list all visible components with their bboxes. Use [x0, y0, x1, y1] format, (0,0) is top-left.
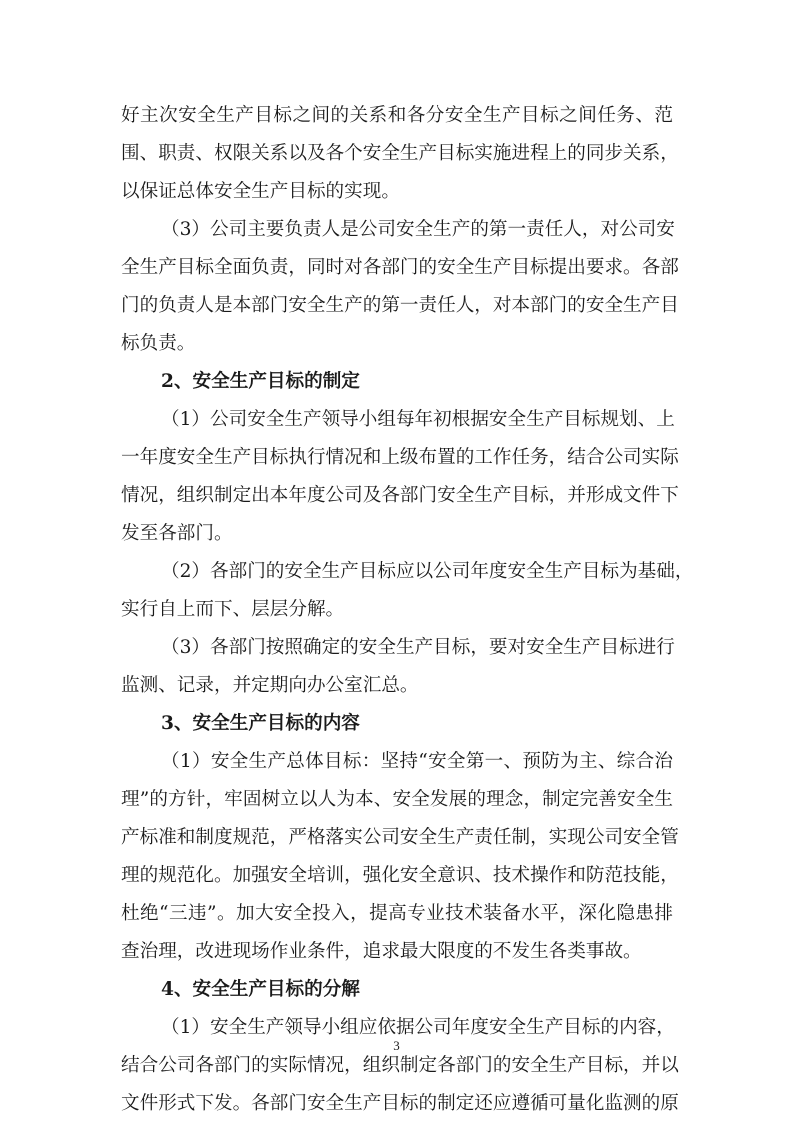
text-line: 全生产目标全面负责，同时对各部门的安全生产目标提出要求。各部: [121, 257, 679, 278]
text-line: 情况，组织制定出本年度公司及各部门安全生产目标，并形成文件下: [121, 485, 679, 506]
text-line: （3）公司主要负责人是公司安全生产的第一责任人，对公司安: [161, 219, 675, 240]
text-line: 实行自上而下、层层分解。: [121, 599, 345, 620]
text-line: （1）公司安全生产领导小组每年初根据安全生产目标规划、上: [161, 409, 675, 430]
page-number: 3: [393, 1038, 400, 1053]
text-line: 监测、记录，并定期向办公室汇总。: [121, 675, 419, 696]
text-line: （1）安全生产领导小组应依据公司年度安全生产目标的内容，: [161, 1017, 675, 1038]
text-line: 标负责。: [121, 333, 196, 354]
text-line: 以保证总体安全生产目标的实现。: [121, 181, 400, 202]
text-line: （2）各部门的安全生产目标应以公司年度安全生产目标为基础，: [161, 561, 694, 582]
text-line: 理的规范化。加强安全培训，强化安全意识、技术操作和防范技能，: [121, 865, 679, 886]
text-line: 围、职责、权限关系以及各个安全生产目标实施进程上的同步关系，: [121, 143, 679, 164]
text-line: 结合公司各部门的实际情况，组织制定各部门的安全生产目标，并以: [121, 1055, 679, 1076]
section-heading: 4、安全生产目标的分解: [161, 979, 360, 1000]
text-line: 门的负责人是本部门安全生产的第一责任人，对本部门的安全生产目: [121, 295, 679, 316]
text-line: 杜绝“三违”。加大安全投入，提高专业技术装备水平，深化隐患排: [121, 903, 673, 924]
section-heading: 2、安全生产目标的制定: [161, 371, 360, 392]
text-line: （3）各部门按照确定的安全生产目标，要对安全生产目标进行: [161, 637, 675, 658]
text-line: 查治理，改进现场作业条件，追求最大限度的不发生各类事故。: [121, 941, 642, 962]
text-line: 好主次安全生产目标之间的关系和各分安全生产目标之间任务、范: [121, 105, 673, 126]
text-line: 发至各部门。: [121, 523, 233, 544]
text-line: （1）安全生产总体目标：坚持“安全第一、预防为主、综合治: [161, 751, 673, 772]
section-heading: 3、安全生产目标的内容: [161, 713, 360, 734]
text-line: 一年度安全生产目标执行情况和上级布置的工作任务，结合公司实际: [121, 447, 679, 468]
text-line: 产标准和制度规范，严格落实公司安全生产责任制，实现公司安全管: [121, 827, 679, 848]
text-line: 理”的方针，牢固树立以人为本、安全发展的理念，制定完善安全生: [121, 789, 673, 810]
text-line: 文件形式下发。各部门安全生产目标的制定还应遵循可量化监测的原: [121, 1093, 679, 1114]
